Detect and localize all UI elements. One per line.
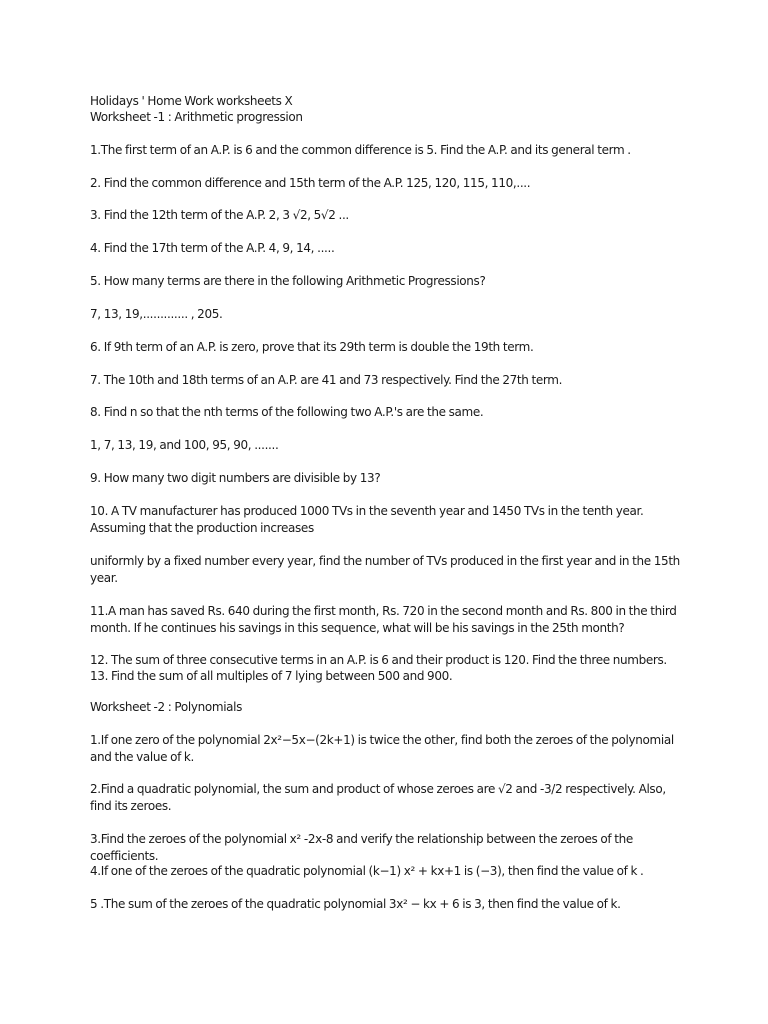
ws1-question-7: 7. The 10th and 18th terms of an A.P. are 41 and 73 respectively. Find the 27th term.	[90, 373, 563, 387]
ws2-question-5: 5 .The sum of the zeroes of the quadratic polynomial 3x² − kx + 6 is 3, then find the value of k.	[90, 897, 621, 911]
ws1-question-11: 11.A man has saved Rs. 640 during the first month, Rs. 720 in the second month and Rs. 800 in the third month. If he continues his savings in this sequence, what will be his savings in the 25th month?	[90, 604, 677, 635]
ws1-question-9: 9. How many two digit numbers are divisible by 13?	[90, 471, 381, 485]
ws1-question-2: 2. Find the common difference and 15th term of the A.P. 125, 120, 115, 110,....	[90, 176, 531, 190]
ws1-question-1: 1.The first term of an A.P. is 6 and the common difference is 5. Find the A.P. and its general term .	[90, 143, 631, 157]
ws1-question-5: 5. How many terms are there in the following Arithmetic Progressions?	[90, 274, 486, 288]
ws1-question-5-series: 7, 13, 19,............. , 205.	[90, 307, 223, 321]
ws1-question-10-part1: 10. A TV manufacturer has produced 1000 TVs in the seventh year and 1450 TVs in the tenth year. Assuming that the production increases	[90, 504, 644, 535]
ws1-question-8: 8. Find n so that the nth terms of the following two A.P.'s are the same.	[90, 405, 484, 419]
ws2-question-3: 3.Find the zeroes of the polynomial x² -2x-8 and verify the relationship between the zeroes of the coefficients.	[90, 832, 633, 863]
ws2-question-4: 4.If one of the zeroes of the quadratic polynomial (k−1) x² + kx+1 is (−3), then find the value of k .	[90, 864, 644, 878]
ws2-question-2: 2.Find a quadratic polynomial, the sum and product of whose zeroes are √2 and -3/2 respectively. Also, find its zeroes.	[90, 782, 666, 813]
worksheet-2-title: Worksheet -2 : Polynomials	[90, 700, 243, 714]
ws1-question-6: 6. If 9th term of an A.P. is zero, prove that its 29th term is double the 19th term.	[90, 340, 534, 354]
ws1-question-4: 4. Find the 17th term of the A.P. 4, 9, 14, .....	[90, 241, 335, 255]
ws2-question-1: 1.If one zero of the polynomial 2x²−5x−(2k+1) is twice the other, find both the zeroes of the polynomial and the value of k.	[90, 733, 674, 764]
worksheet-1-title: Worksheet -1 : Arithmetic progression	[90, 110, 303, 124]
document-title: Holidays ' Home Work worksheets X	[90, 94, 293, 108]
ws1-question-8-series: 1, 7, 13, 19, and 100, 95, 90, .......	[90, 438, 279, 452]
ws1-question-13: 13. Find the sum of all multiples of 7 lying between 500 and 900.	[90, 669, 453, 683]
ws1-question-12: 12. The sum of three consecutive terms in an A.P. is 6 and their product is 120. Find the three numbers.	[90, 653, 667, 667]
ws1-question-10-part2: uniformly by a fixed number every year, find the number of TVs produced in the first year and in the 15th year.	[90, 554, 680, 585]
ws1-question-3: 3. Find the 12th term of the A.P. 2, 3 √2, 5√2 ...	[90, 208, 349, 222]
